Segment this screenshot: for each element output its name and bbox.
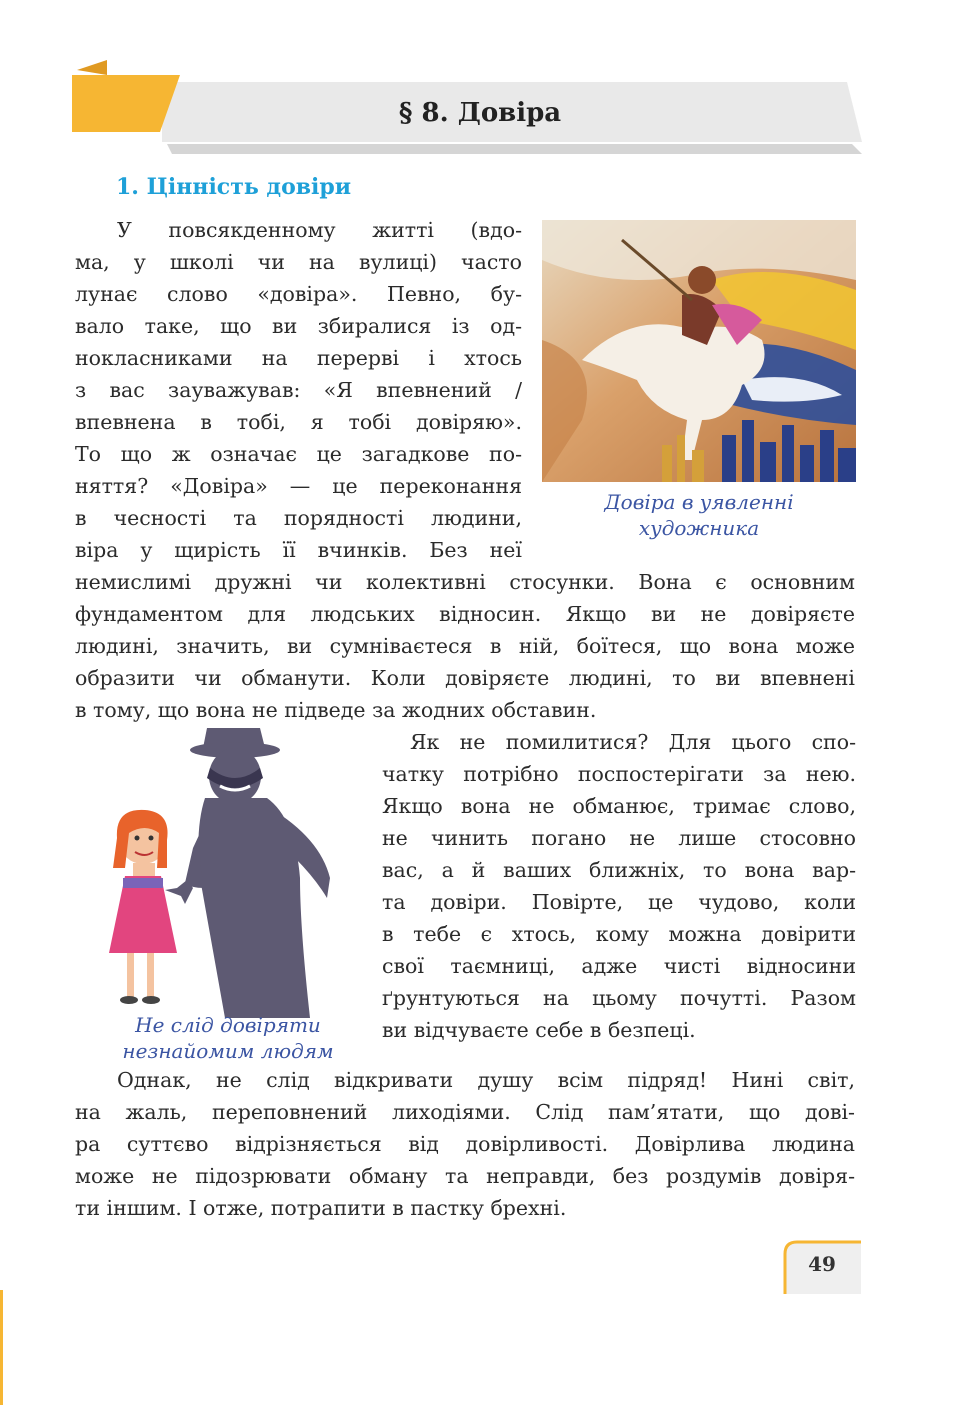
text-line: в тебе є хтось, кому можна довірити xyxy=(382,922,856,946)
text-line: свої таємниці, адже чисті відносини xyxy=(382,954,856,978)
text-line: в чесності та порядності людини, xyxy=(75,506,522,530)
text-line: чатку потрібно поспостерігати за нею. xyxy=(382,762,856,786)
caption-line: художника xyxy=(638,516,760,540)
text-line: То що ж означає це загадкове по- xyxy=(75,442,522,466)
text-line: няття? «Довіра» — це переконання xyxy=(75,474,522,498)
text-line: Якщо вона не обманює, тримає слово, xyxy=(382,794,856,818)
painting-image xyxy=(542,220,856,482)
text-line: та довіри. Повірте, це чудово, коли xyxy=(382,890,856,914)
paragraph-foundation xyxy=(75,566,855,726)
text-line: лунає слово «довіра». Певно, бу- xyxy=(75,282,522,306)
painting-caption xyxy=(542,489,856,541)
text-line: може не підозрювати обману та неправди, без роздумів довіря- xyxy=(75,1164,855,1188)
text-line: ти іншим. І отже, потрапити в пастку брехні. xyxy=(75,1196,567,1220)
text-line: немислимі дружні чи колективні стосунки. Вона є основним xyxy=(75,570,855,594)
text-line: ра суттєво відрізняється від довірливості. Довірлива людина xyxy=(75,1132,855,1156)
text-line: людині, значить, ви сумніваєтеся в ній, боїтеся, що вона може xyxy=(75,634,855,658)
text-line: Як не помилитися? Для цього спо- xyxy=(410,730,856,754)
chapter-title: § 8. Довіра xyxy=(398,98,562,128)
text-line: ма, у школі чи на вулиці) часто xyxy=(75,250,522,274)
text-line: на жаль, переповнений лиходіями. Слід пам’ятати, що дові- xyxy=(75,1100,855,1124)
caption-line: Не слід довіряти xyxy=(135,1013,321,1037)
text-line: фундаментом для людських відносин. Якщо ви не довіряєте xyxy=(75,602,855,626)
text-line: впевнена в тобі, я тобі довіряю». xyxy=(75,410,522,434)
text-line: ви відчуваєте себе в безпеці. xyxy=(382,1018,696,1042)
paragraph-gullibility xyxy=(75,1064,855,1224)
text-line: Однак, не слід відкривати душу всім підряд! Нині світ, xyxy=(117,1068,855,1092)
page-edge-mark xyxy=(0,1290,3,1405)
caption-line: незнайомим людям xyxy=(122,1039,334,1063)
text-line: з вас зауважував: «Я впевнений / xyxy=(75,378,522,402)
illustration-caption xyxy=(98,1012,358,1064)
text-line: образити чи обманути. Коли довіряєте людині, то ви впевнені xyxy=(75,666,855,690)
text-line: ґрунтуються на цьому почутті. Разом xyxy=(382,986,856,1010)
text-line: в тому, що вона не підведе за жодних обставин. xyxy=(75,698,597,722)
text-line: вало таке, що ви збиралися із од- xyxy=(75,314,522,338)
text-line: нокласниками на перерві і хтось xyxy=(75,346,522,370)
paragraph-how-to-trust xyxy=(382,726,856,1046)
text-line: вас, а й ваших ближніх, то вона вар- xyxy=(382,858,856,882)
caption-line: Довіра в уявленні xyxy=(604,490,794,514)
paragraph-intro xyxy=(75,214,522,566)
girl-and-stranger-illustration xyxy=(95,728,355,1018)
text-line: У повсякденному житті (вдо- xyxy=(117,218,522,242)
section-heading: 1. Цінність довіри xyxy=(116,174,352,200)
text-line: не чинить погано не лише стосовно xyxy=(382,826,856,850)
text-line: віра у щирість її вчинків. Без неї xyxy=(75,538,522,562)
page-number: 49 xyxy=(808,1252,836,1276)
